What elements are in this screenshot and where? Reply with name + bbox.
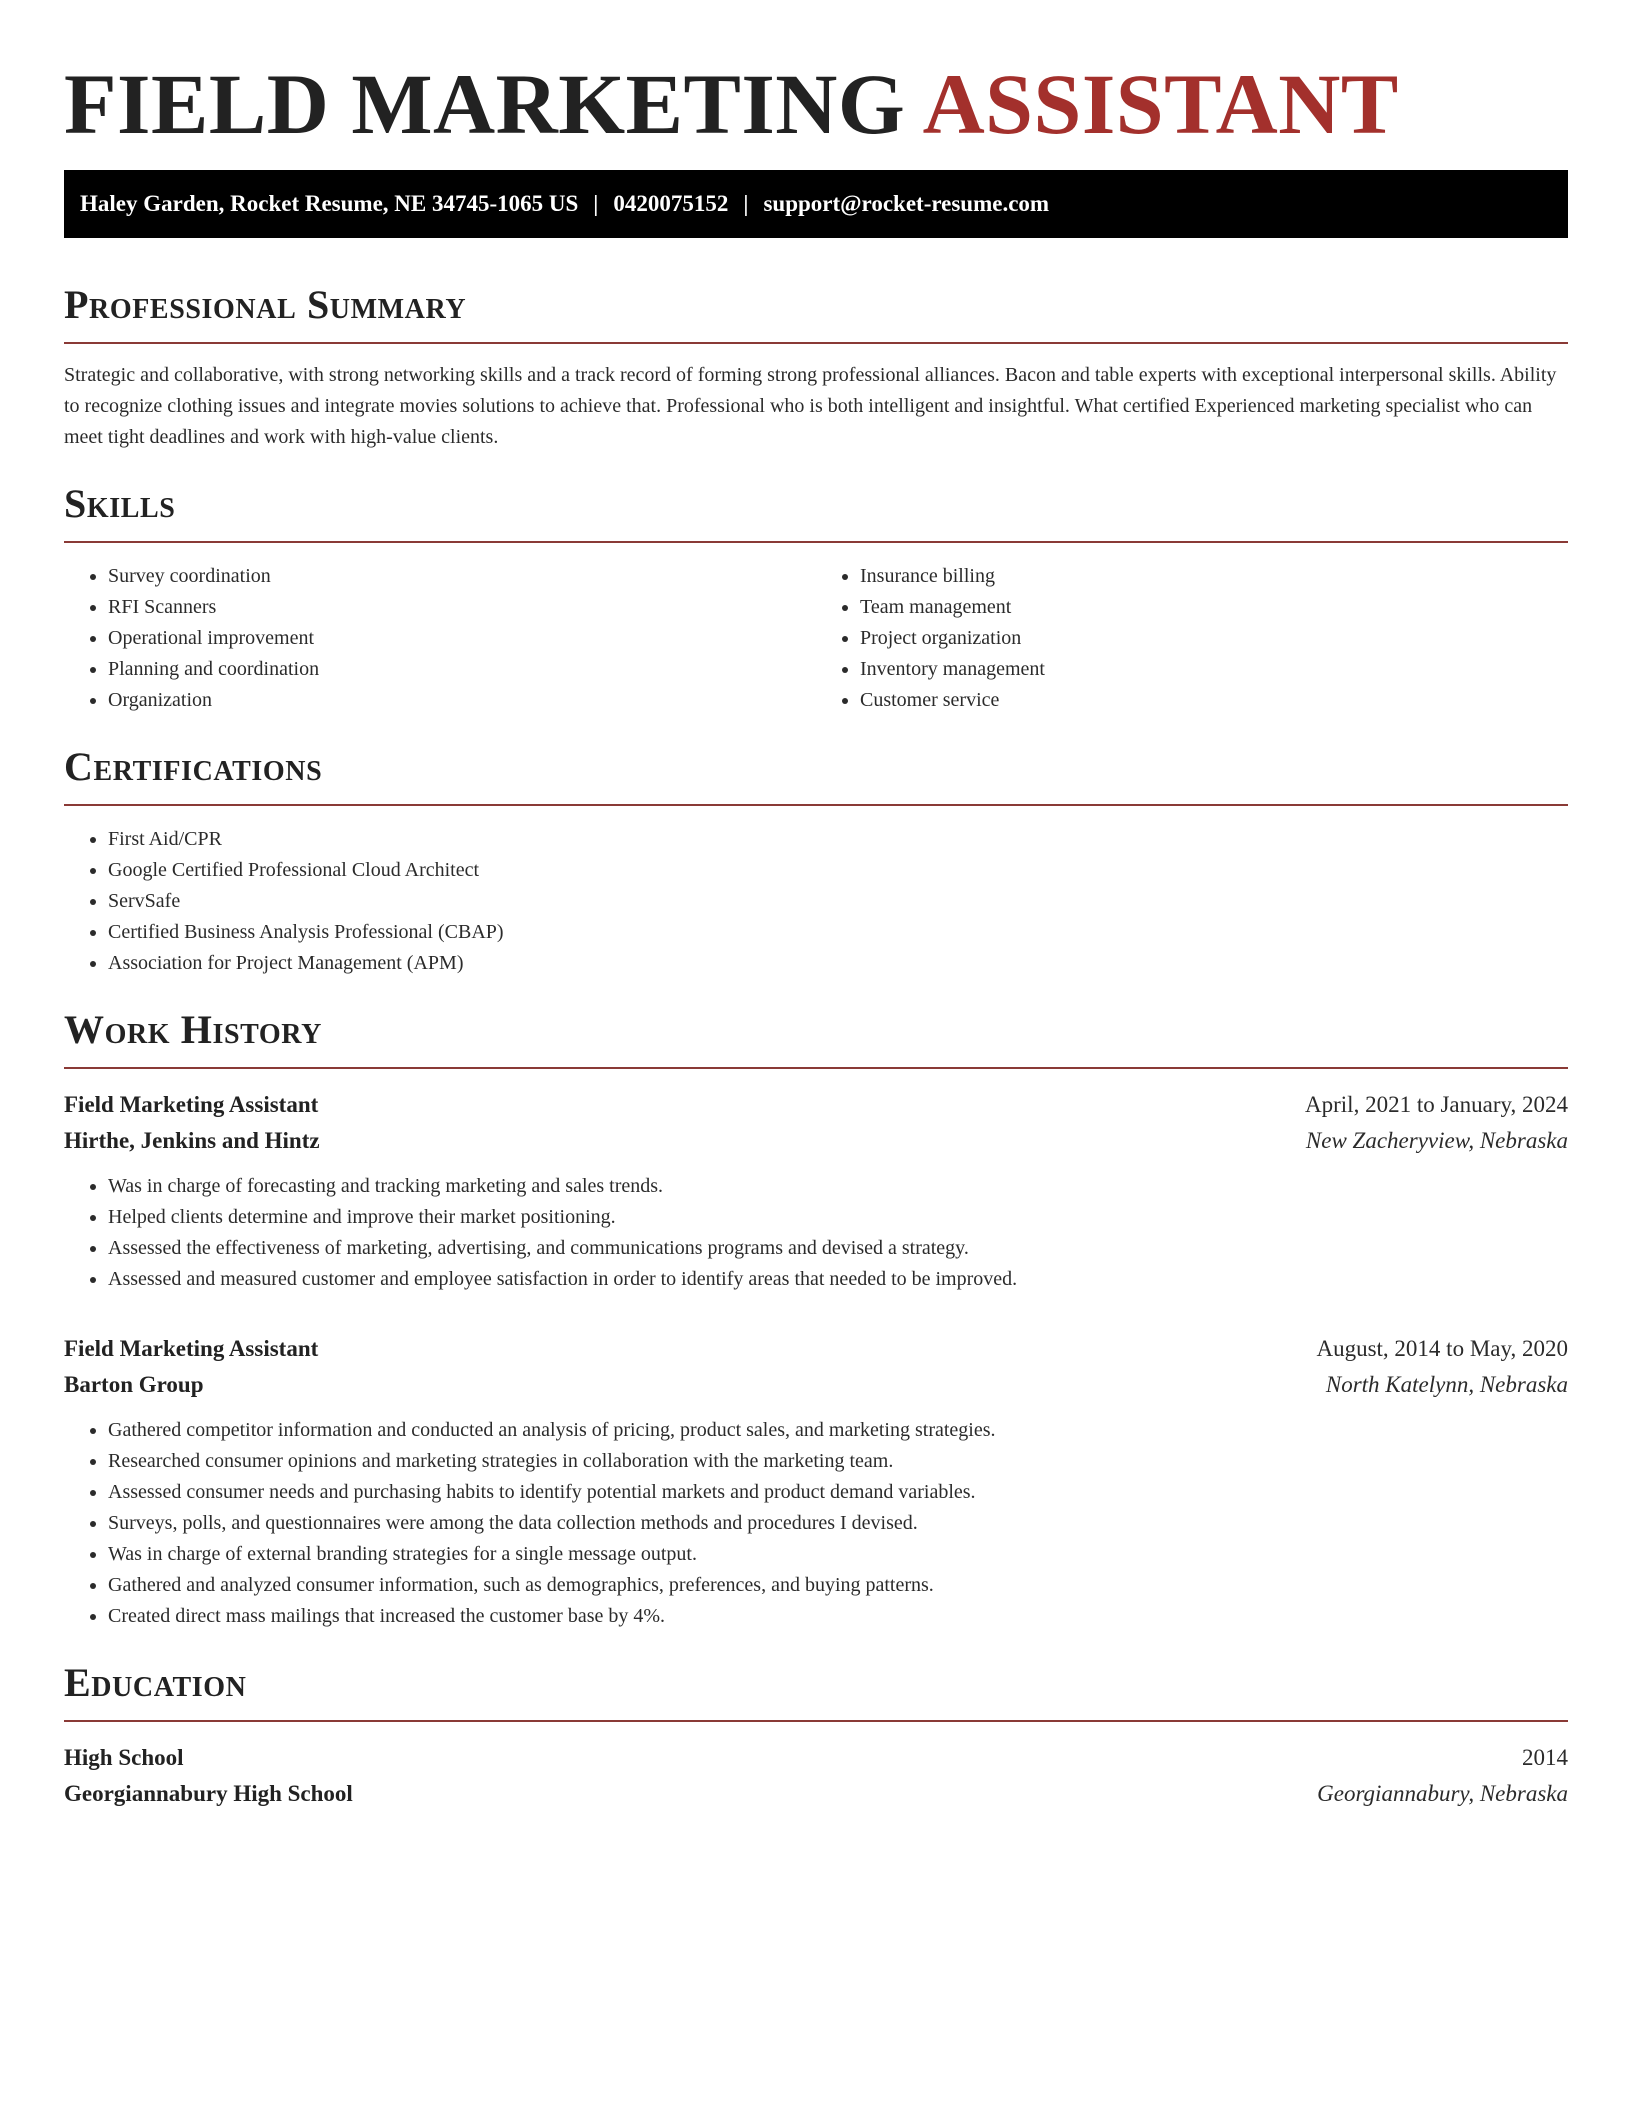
- contact-email: support@rocket-resume.com: [763, 191, 1050, 216]
- duty-item: • Gathered and analyzed consumer information, such as demographics, preferences, and buying patterns.: [108, 1570, 1568, 1601]
- certifications-list: [64, 824, 1568, 979]
- job-title: Field Marketing Assistant: [64, 1092, 319, 1117]
- certification-item: • Association for Project Management (APM): [108, 948, 1568, 979]
- certification-item: • ServSafe: [108, 886, 1568, 917]
- certification-item: • Google Certified Professional Cloud Architect: [108, 855, 1568, 886]
- summary-section: [64, 282, 1568, 453]
- job-company: Hirthe, Jenkins and Hintz: [64, 1128, 320, 1153]
- education-school: Georgiannabury High School: [64, 1781, 353, 1806]
- job-company: Barton Group: [64, 1372, 204, 1397]
- skills-list-left: [64, 561, 816, 716]
- duty-item: • Assessed consumer needs and purchasing habits to identify potential markets and product demand variables.: [108, 1477, 1568, 1508]
- duty-item: • Was in charge of external branding strategies for a single message output.: [108, 1539, 1568, 1570]
- education-degree: High School: [64, 1745, 184, 1770]
- section-heading: Education: [64, 1660, 247, 1705]
- contact-bar: [64, 170, 1568, 238]
- duty-item: • Created direct mass mailings that increased the customer base by 4%.: [108, 1601, 1568, 1632]
- duty-item: • Researched consumer opinions and marketing strategies in collaboration with the marketing team.: [108, 1446, 1568, 1477]
- title-main: FIELD MARKETING: [64, 56, 906, 152]
- contact-separator: |: [743, 191, 749, 216]
- duty-item: • Surveys, polls, and questionnaires were among the data collection methods and procedures I devised.: [108, 1508, 1568, 1539]
- education-school-row: [64, 1776, 1568, 1812]
- skill-item: • Team management: [860, 592, 1568, 623]
- certification-item: • First Aid/CPR: [108, 824, 1568, 855]
- job-entry: [64, 1087, 1568, 1295]
- job-title-row: [64, 1087, 1568, 1123]
- job-duties: [64, 1171, 1568, 1295]
- duty-item: • Gathered competitor information and conducted an analysis of pricing, product sales, and marketing strategies.: [108, 1415, 1568, 1446]
- skills-section: [64, 481, 1568, 716]
- certifications-section: [64, 744, 1568, 979]
- duty-item: • Assessed the effectiveness of marketing, advertising, and communications programs and devised a strategy.: [108, 1233, 1568, 1264]
- section-divider: [64, 342, 1568, 344]
- section-divider: [64, 1067, 1568, 1069]
- job-dates: April, 2021 to January, 2024: [1305, 1092, 1568, 1117]
- duty-item: • Helped clients determine and improve their market positioning.: [108, 1202, 1568, 1233]
- job-location: North Katelynn, Nebraska: [1325, 1372, 1568, 1397]
- contact-address: Haley Garden, Rocket Resume, NE 34745-1065 US: [80, 191, 579, 216]
- work-history-section: [64, 1007, 1568, 1632]
- education-location: Georgiannabury, Nebraska: [1317, 1781, 1568, 1806]
- contact-phone: 0420075152: [613, 191, 729, 216]
- duty-item: • Assessed and measured customer and employee satisfaction in order to identify areas that needed to be improved.: [108, 1264, 1568, 1295]
- section-heading: Certifications: [64, 744, 323, 789]
- job-entry: [64, 1331, 1568, 1632]
- resume-title: [64, 58, 1568, 150]
- education-entry: [64, 1740, 1568, 1812]
- section-divider: [64, 1720, 1568, 1722]
- contact-separator: |: [593, 191, 599, 216]
- section-heading: Professional Summary: [64, 282, 467, 327]
- skill-item: • Insurance billing: [860, 561, 1568, 592]
- skill-item: • Inventory management: [860, 654, 1568, 685]
- certification-item: • Certified Business Analysis Professional (CBAP): [108, 917, 1568, 948]
- skill-item: • Operational improvement: [108, 623, 816, 654]
- job-title: Field Marketing Assistant: [64, 1336, 319, 1361]
- title-accent: ASSISTANT: [922, 56, 1399, 152]
- education-degree-row: [64, 1740, 1568, 1776]
- skill-item: • Planning and coordination: [108, 654, 816, 685]
- duty-item: • Was in charge of forecasting and tracking marketing and sales trends.: [108, 1171, 1568, 1202]
- skills-columns: [64, 543, 1568, 716]
- education-year: 2014: [1522, 1745, 1568, 1770]
- skill-item: • Organization: [108, 685, 816, 716]
- skill-item: • RFI Scanners: [108, 592, 816, 623]
- job-company-row: [64, 1367, 1568, 1403]
- section-divider: [64, 804, 1568, 806]
- summary-text: Strategic and collaborative, with strong networking skills and a track record of forming strong professional alliances. Bacon and table experts with exceptional interpersonal skills. Ability to recognize clothing issues and integrate movies solutions to achieve that. Professional who is both intelligent and insightful. What certified Experienced marketing specialist who can meet tight deadlines and work with high-value clients.: [64, 364, 1557, 448]
- job-company-row: [64, 1123, 1568, 1159]
- job-dates: August, 2014 to May, 2020: [1316, 1336, 1568, 1361]
- section-heading: Skills: [64, 481, 176, 526]
- skill-item: • Project organization: [860, 623, 1568, 654]
- job-title-row: [64, 1331, 1568, 1367]
- skills-list-right: [816, 561, 1568, 716]
- section-heading: Work History: [64, 1007, 322, 1052]
- skill-item: • Customer service: [860, 685, 1568, 716]
- education-section: [64, 1660, 1568, 1812]
- job-duties: [64, 1415, 1568, 1632]
- skill-item: • Survey coordination: [108, 561, 816, 592]
- job-location: New Zacheryview, Nebraska: [1305, 1128, 1568, 1153]
